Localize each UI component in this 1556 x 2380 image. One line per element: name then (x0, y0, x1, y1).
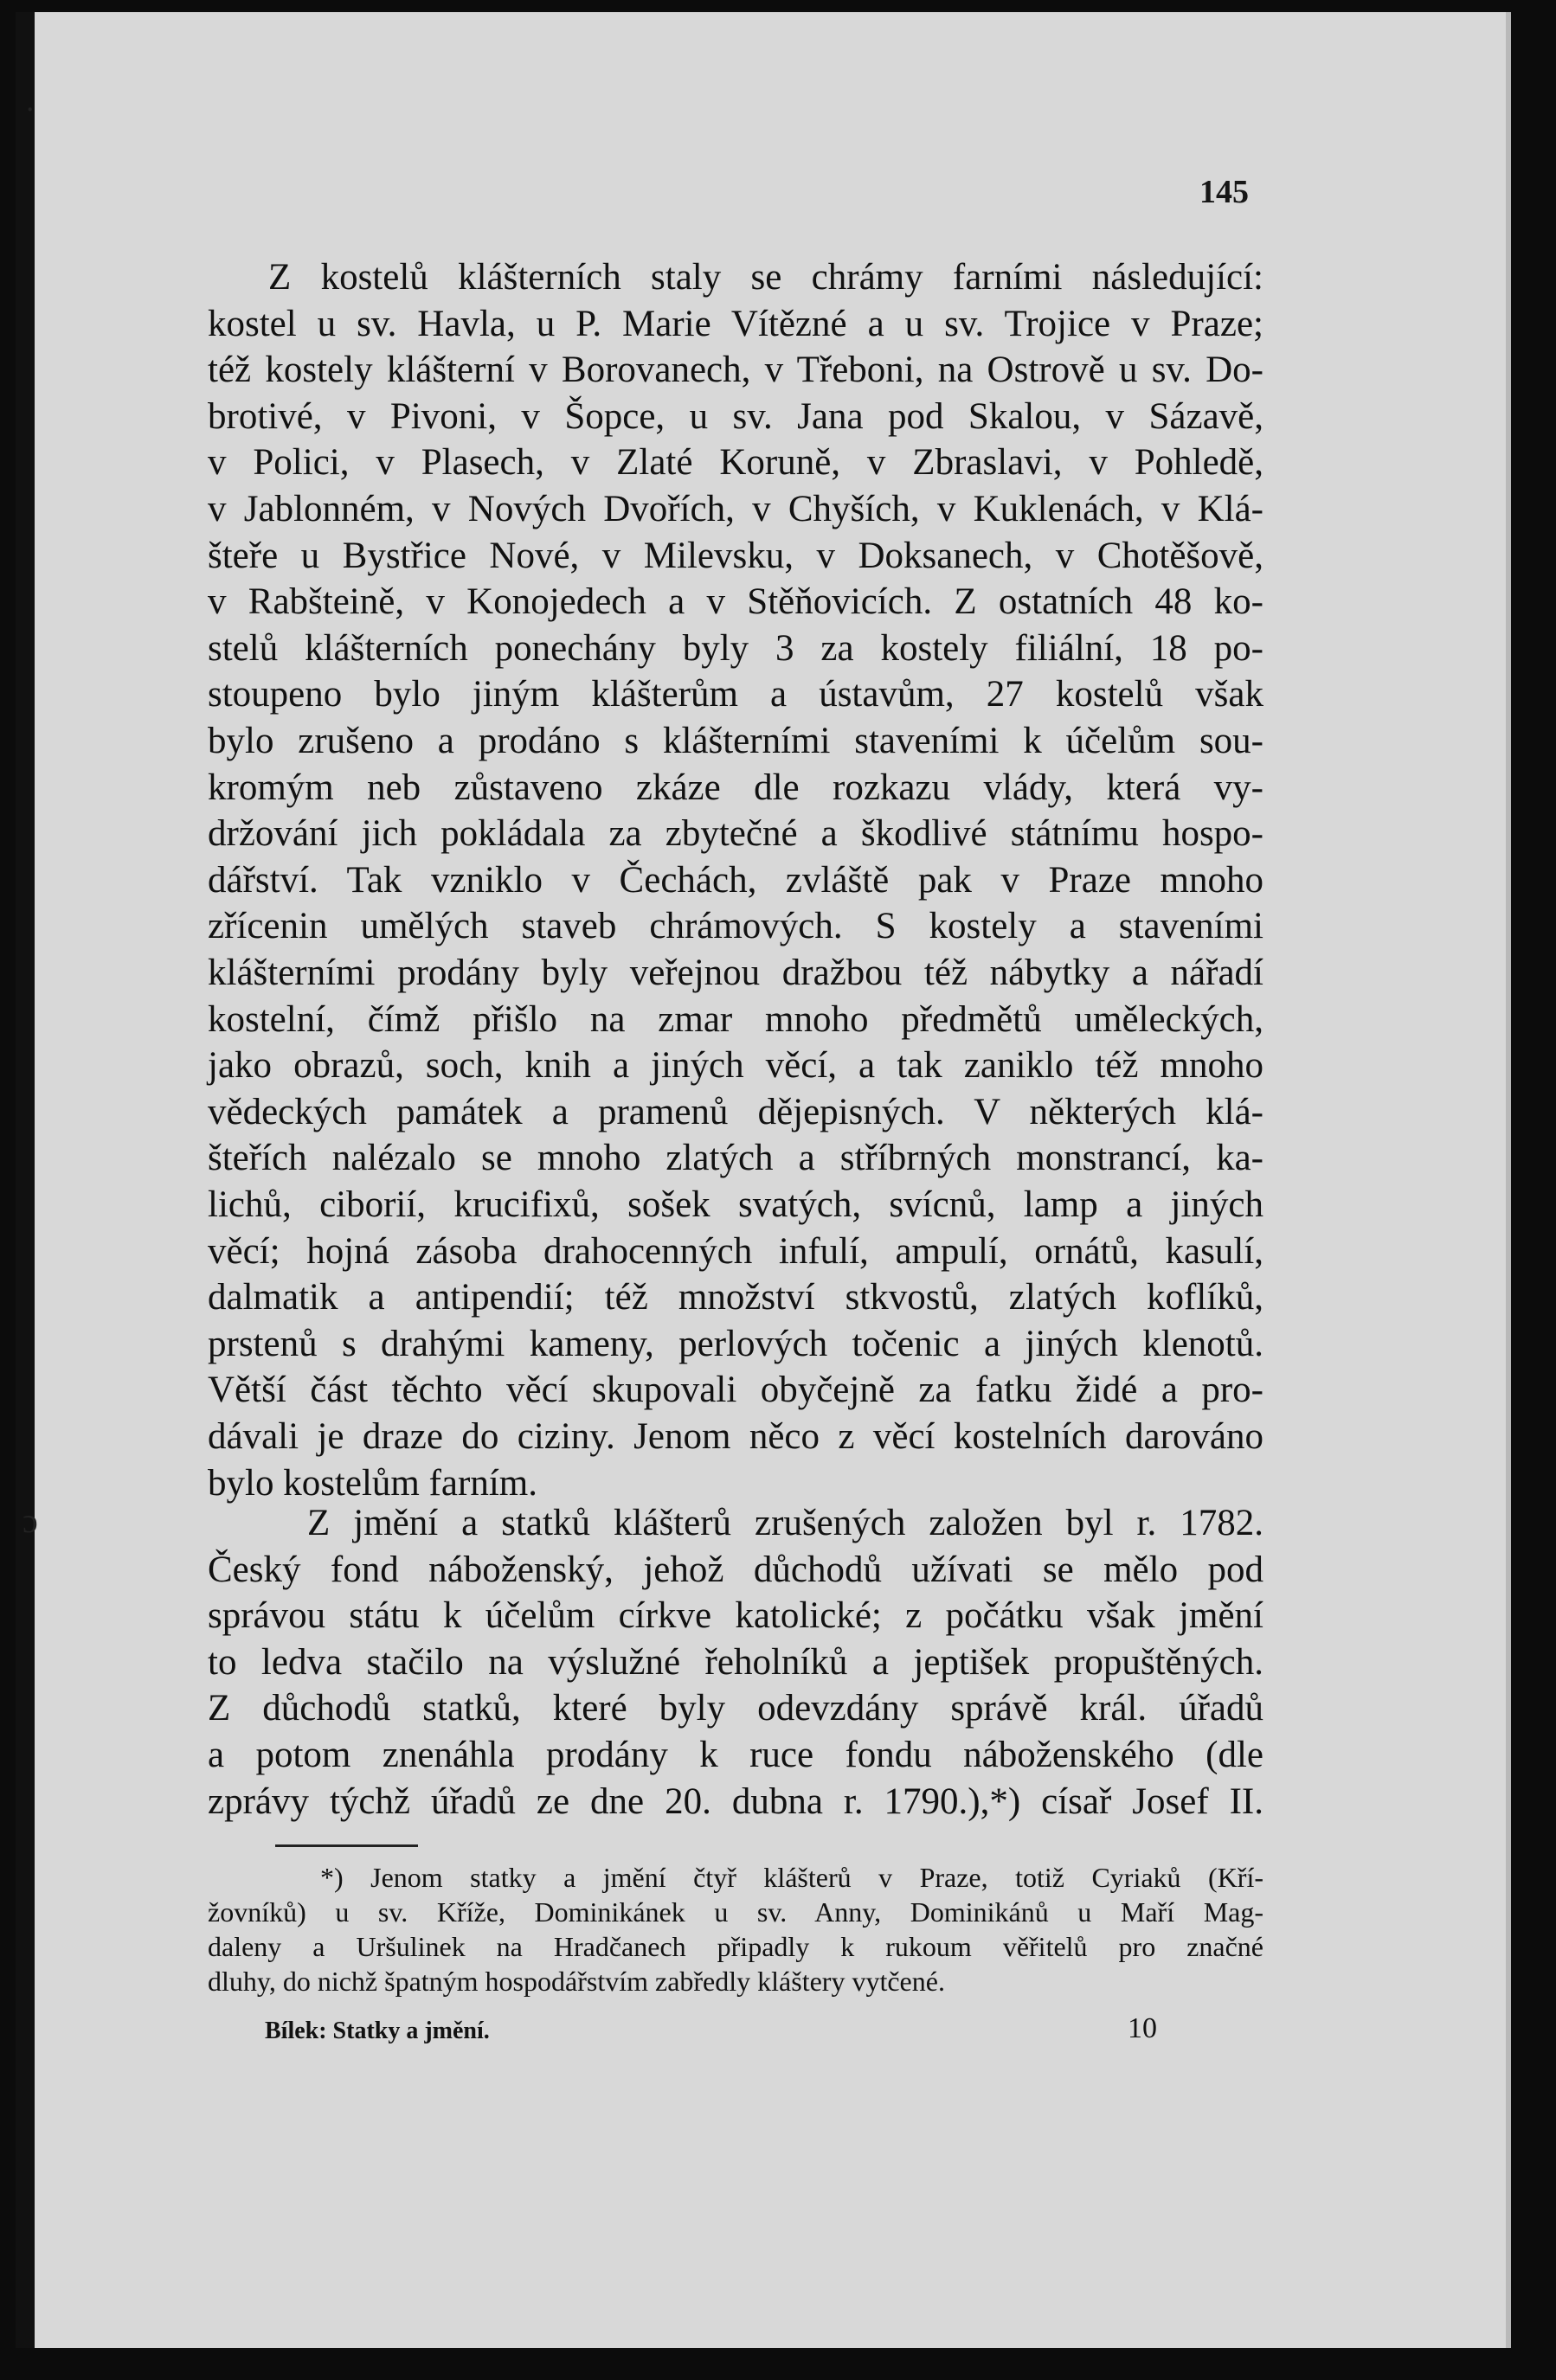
text-line: prstenů s drahými kameny, perlových točenic a jiných klenotů. (208, 1323, 1263, 1364)
text-line: bylo zrušeno a prodáno s klášterními staveními k účelům sou- (208, 721, 1263, 761)
margin-mark: ˙ (24, 99, 36, 138)
footnote-rule (275, 1844, 418, 1847)
text-line: stoupeno bylo jiným klášterům a ústavům, 27 kostelů však (208, 674, 1263, 715)
text-line: též kostely klášterní v Borovanech, v Třeboni, na Ostrově u sv. Do- (208, 350, 1263, 391)
text-line: kostel u sv. Havla, u P. Marie Vítězné a u sv. Trojice v Praze; (208, 303, 1263, 344)
text-line: a potom znenáhla prodány k ruce fondu náboženského (dle (208, 1735, 1263, 1775)
page-number: 145 (1199, 174, 1249, 210)
footer-sheet-number: 10 (1128, 2012, 1157, 2044)
text-line: Z kostelů klášterních staly se chrámy farními následující: (268, 257, 1263, 298)
text-line: držování jich pokládala za zbytečné a škodlivé státnímu hospo- (208, 813, 1263, 855)
text-line: šteře u Bystřice Nové, v Milevsku, v Doksanech, v Chotěšově, (208, 535, 1263, 576)
text-line: v Rabšteině, v Konojedech a v Stěňovicích. Z ostatních 48 ko- (208, 581, 1263, 623)
scanned-page (16, 12, 1511, 2348)
text-line: bylo kostelům farním. (208, 1462, 537, 1504)
text-line: dávali je draze do ciziny. Jenom něco z věcí kostelních darováno (208, 1416, 1263, 1457)
text-line: správou státu k účelům církve katolické; z počátku však jmění (208, 1595, 1263, 1637)
text-line: lichů, ciborií, krucifixů, sošek svatých, svícnů, lamp a jiných (208, 1184, 1263, 1225)
text-line: stelů klášterních ponechány byly 3 za kostely filiální, 18 po- (208, 627, 1263, 669)
text-line: jako obrazů, soch, knih a jiných věcí, a tak zaniklo též mnoho (208, 1045, 1263, 1087)
footnote-line: daleny a Uršulinek na Hradčanech připadly k rukoum věřitelů pro značné (208, 1931, 1263, 1962)
text-line: kostelní, čímž přišlo na zmar mnoho předmětů uměleckých, (208, 998, 1263, 1040)
text-line: kromým neb zůstaveno zkáze dle rozkazu vlády, která vy- (208, 767, 1263, 808)
text-line: klášterními prodány byly veřejnou dražbou též nábytky a nářadí (208, 953, 1263, 993)
footer-signature: Bílek: Statky a jmění. (265, 2018, 490, 2044)
text-line: Z důchodů statků, které byly odevzdány správě král. úřadů (208, 1688, 1263, 1729)
text-line: brotivé, v Pivoni, v Šopce, u sv. Jana pod Skalou, v Sázavě, (208, 395, 1263, 437)
text-line: Český fond náboženský, jehož důchodů užívati se mělo pod (208, 1549, 1263, 1590)
text-line: v Polici, v Plasech, v Zlaté Koruně, v Zbraslavi, v Pohledě, (208, 442, 1263, 484)
text-line: zřícenin umělých staveb chrámových. S kostely a staveními (208, 906, 1263, 947)
footnote-line: *) Jenom statky a jmění čtyř klášterů v Praze, totiž Cyriaků (Kří- (320, 1862, 1263, 1893)
text-line: šteřích nalézalo se mnoho zlatých a stříbrných monstrancí, ka- (208, 1138, 1263, 1179)
margin-mark: ɔ (23, 1501, 38, 1540)
footnote-line: dluhy, do nichž špatným hospodářstvím zabředly kláštery vytčené. (208, 1966, 945, 1997)
text-line: to ledva stačilo na výslužné řeholníků a jeptišek propuštěných. (208, 1641, 1263, 1683)
text-line: dářství. Tak vzniklo v Čechách, zvláště pak v Praze mnoho (208, 859, 1263, 901)
page-edge (1506, 12, 1511, 2348)
text-line: dalmatik a antipendií; též množství stkvostů, zlatých koflíků, (208, 1277, 1263, 1318)
footnote-line: žovníků) u sv. Kříže, Dominikánek u sv. Anny, Dominikánů u Maří Mag- (208, 1896, 1263, 1928)
text-line: Větší část těchto věcí skupovali obyčejně za fatku židé a pro- (208, 1370, 1263, 1411)
text-line: v Jablonném, v Nových Dvořích, v Chyších, v Kuklenách, v Klá- (208, 489, 1263, 529)
text-line: Z jmění a statků klášterů zrušených založen byl r. 1782. (307, 1503, 1263, 1543)
text-line: vědeckých památek a pramenů dějepisných. V některých klá- (208, 1091, 1263, 1132)
text-line: zprávy týchž úřadů ze dne 20. dubna r. 1790.),*) císař Josef II. (208, 1780, 1263, 1822)
text-line: věcí; hojná zásoba drahocenných infulí, ampulí, ornátů, kasulí, (208, 1230, 1263, 1272)
book-spine-shadow (16, 12, 35, 2348)
